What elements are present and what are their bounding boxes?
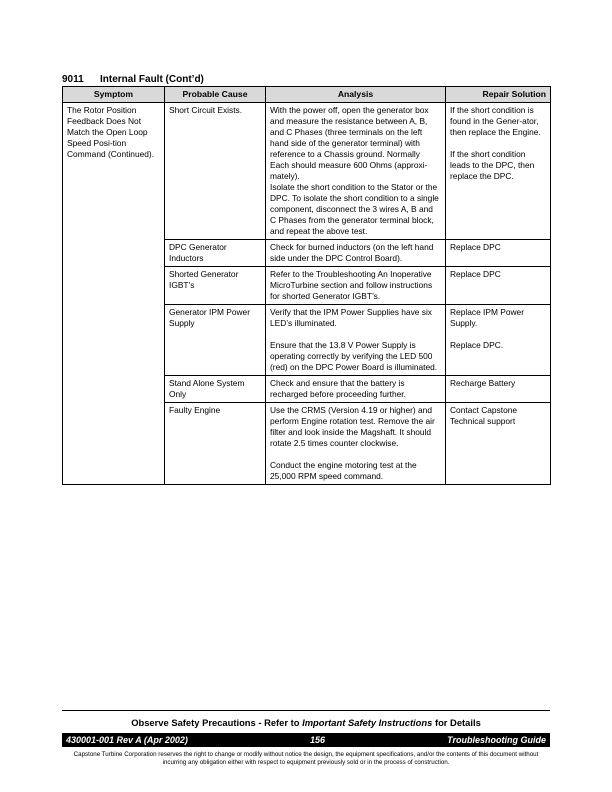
page-footer (62, 710, 550, 767)
solution-cell: Replace DPC (446, 240, 551, 267)
safety-link-text: Important Safety Instructions (302, 717, 433, 728)
safety-prefix: Observe Safety Precautions - Refer to (131, 717, 303, 728)
solution-cell: Recharge Battery (446, 376, 551, 403)
cause-cell: Short Circuit Exists. (165, 103, 266, 240)
analysis-cell: Refer to the Troubleshooting An Inoperative MicroTurbine section and follow instructions for shorted Generator IGBT’s. (266, 267, 446, 305)
disclaimer: Capstone Turbine Corporation reserves the right to change or modify without notice the design, the equipment specifications, and/or the contents of this document without incurring any obligation either with respect to equipment previously sold or in the process of construction. (73, 751, 539, 766)
analysis-cell: With the power off, open the generator box and measure the resistance between A, B, and C Phases (three terminals on the left hand side of the generator terminal) with reference to a Chassis ground. Normally Each should measure 600 Ohms (approxi-mately). Isolate the short condition to the Stator or the DPC. To isolate the short condition to a single component, disconnect the 3 wires A, B and C Phases from the generator terminal block, and repeat the above test. (266, 103, 446, 240)
safety-suffix: for Details (432, 717, 481, 728)
solution-cell: Replace DPC (446, 267, 551, 305)
cause-cell: Stand Alone System Only (165, 376, 266, 403)
fault-title: Internal Fault (Cont’d) (100, 74, 204, 85)
document-number: 430001-001 Rev A (Apr 2002) (66, 735, 188, 745)
troubleshooting-table (62, 86, 551, 485)
footer-divider (62, 710, 550, 711)
guide-title: Troubleshooting Guide (447, 735, 546, 745)
solution-cell: Contact Capstone Technical support (446, 403, 551, 485)
cause-cell: DPC Generator Inductors (165, 240, 266, 267)
header-repair-solution: Repair Solution (446, 87, 551, 103)
cause-cell: Shorted Generator IGBT’s (165, 267, 266, 305)
header-probable-cause: Probable Cause (165, 87, 266, 103)
cause-cell: Faulty Engine (165, 403, 266, 485)
analysis-cell: Verify that the IPM Power Supplies have six LED’s illuminated. Ensure that the 13.8 V Power Supply is operating correctly by verifying the LED 500 (red) on the DPC Power Board is illuminated. (266, 305, 446, 376)
solution-cell: Replace IPM Power Supply. Replace DPC. (446, 305, 551, 376)
footer-bar (62, 733, 550, 747)
section-heading (62, 74, 204, 85)
analysis-cell: Check and ensure that the battery is recharged before proceeding further. (266, 376, 446, 403)
symptom-cell: The Rotor Position Feedback Does Not Match the Open Loop Speed Posi-tion Command (Continued). (63, 103, 165, 485)
analysis-cell: Use the CRMS (Version 4.19 or higher) and perform Engine rotation test. Remove the air filter and look inside the Magshaft. It should rotate 2.5 times counter clockwise. Conduct the engine motoring test at the 25,000 RPM speed command. (266, 403, 446, 485)
analysis-cell: Check for burned inductors (on the left hand side under the DPC Control Board). (266, 240, 446, 267)
cause-cell: Generator IPM Power Supply (165, 305, 266, 376)
header-symptom: Symptom (63, 87, 165, 103)
solution-cell: If the short condition is found in the Gener-ator, then replace the Engine. If the short condition leads to the DPC, then replace the DPC. (446, 103, 551, 240)
page-number: 156 (310, 735, 326, 745)
table-header-row (63, 87, 551, 103)
header-analysis: Analysis (266, 87, 446, 103)
fault-code: 9011 (62, 74, 84, 85)
safety-notice (62, 717, 550, 728)
table-row (63, 103, 551, 240)
